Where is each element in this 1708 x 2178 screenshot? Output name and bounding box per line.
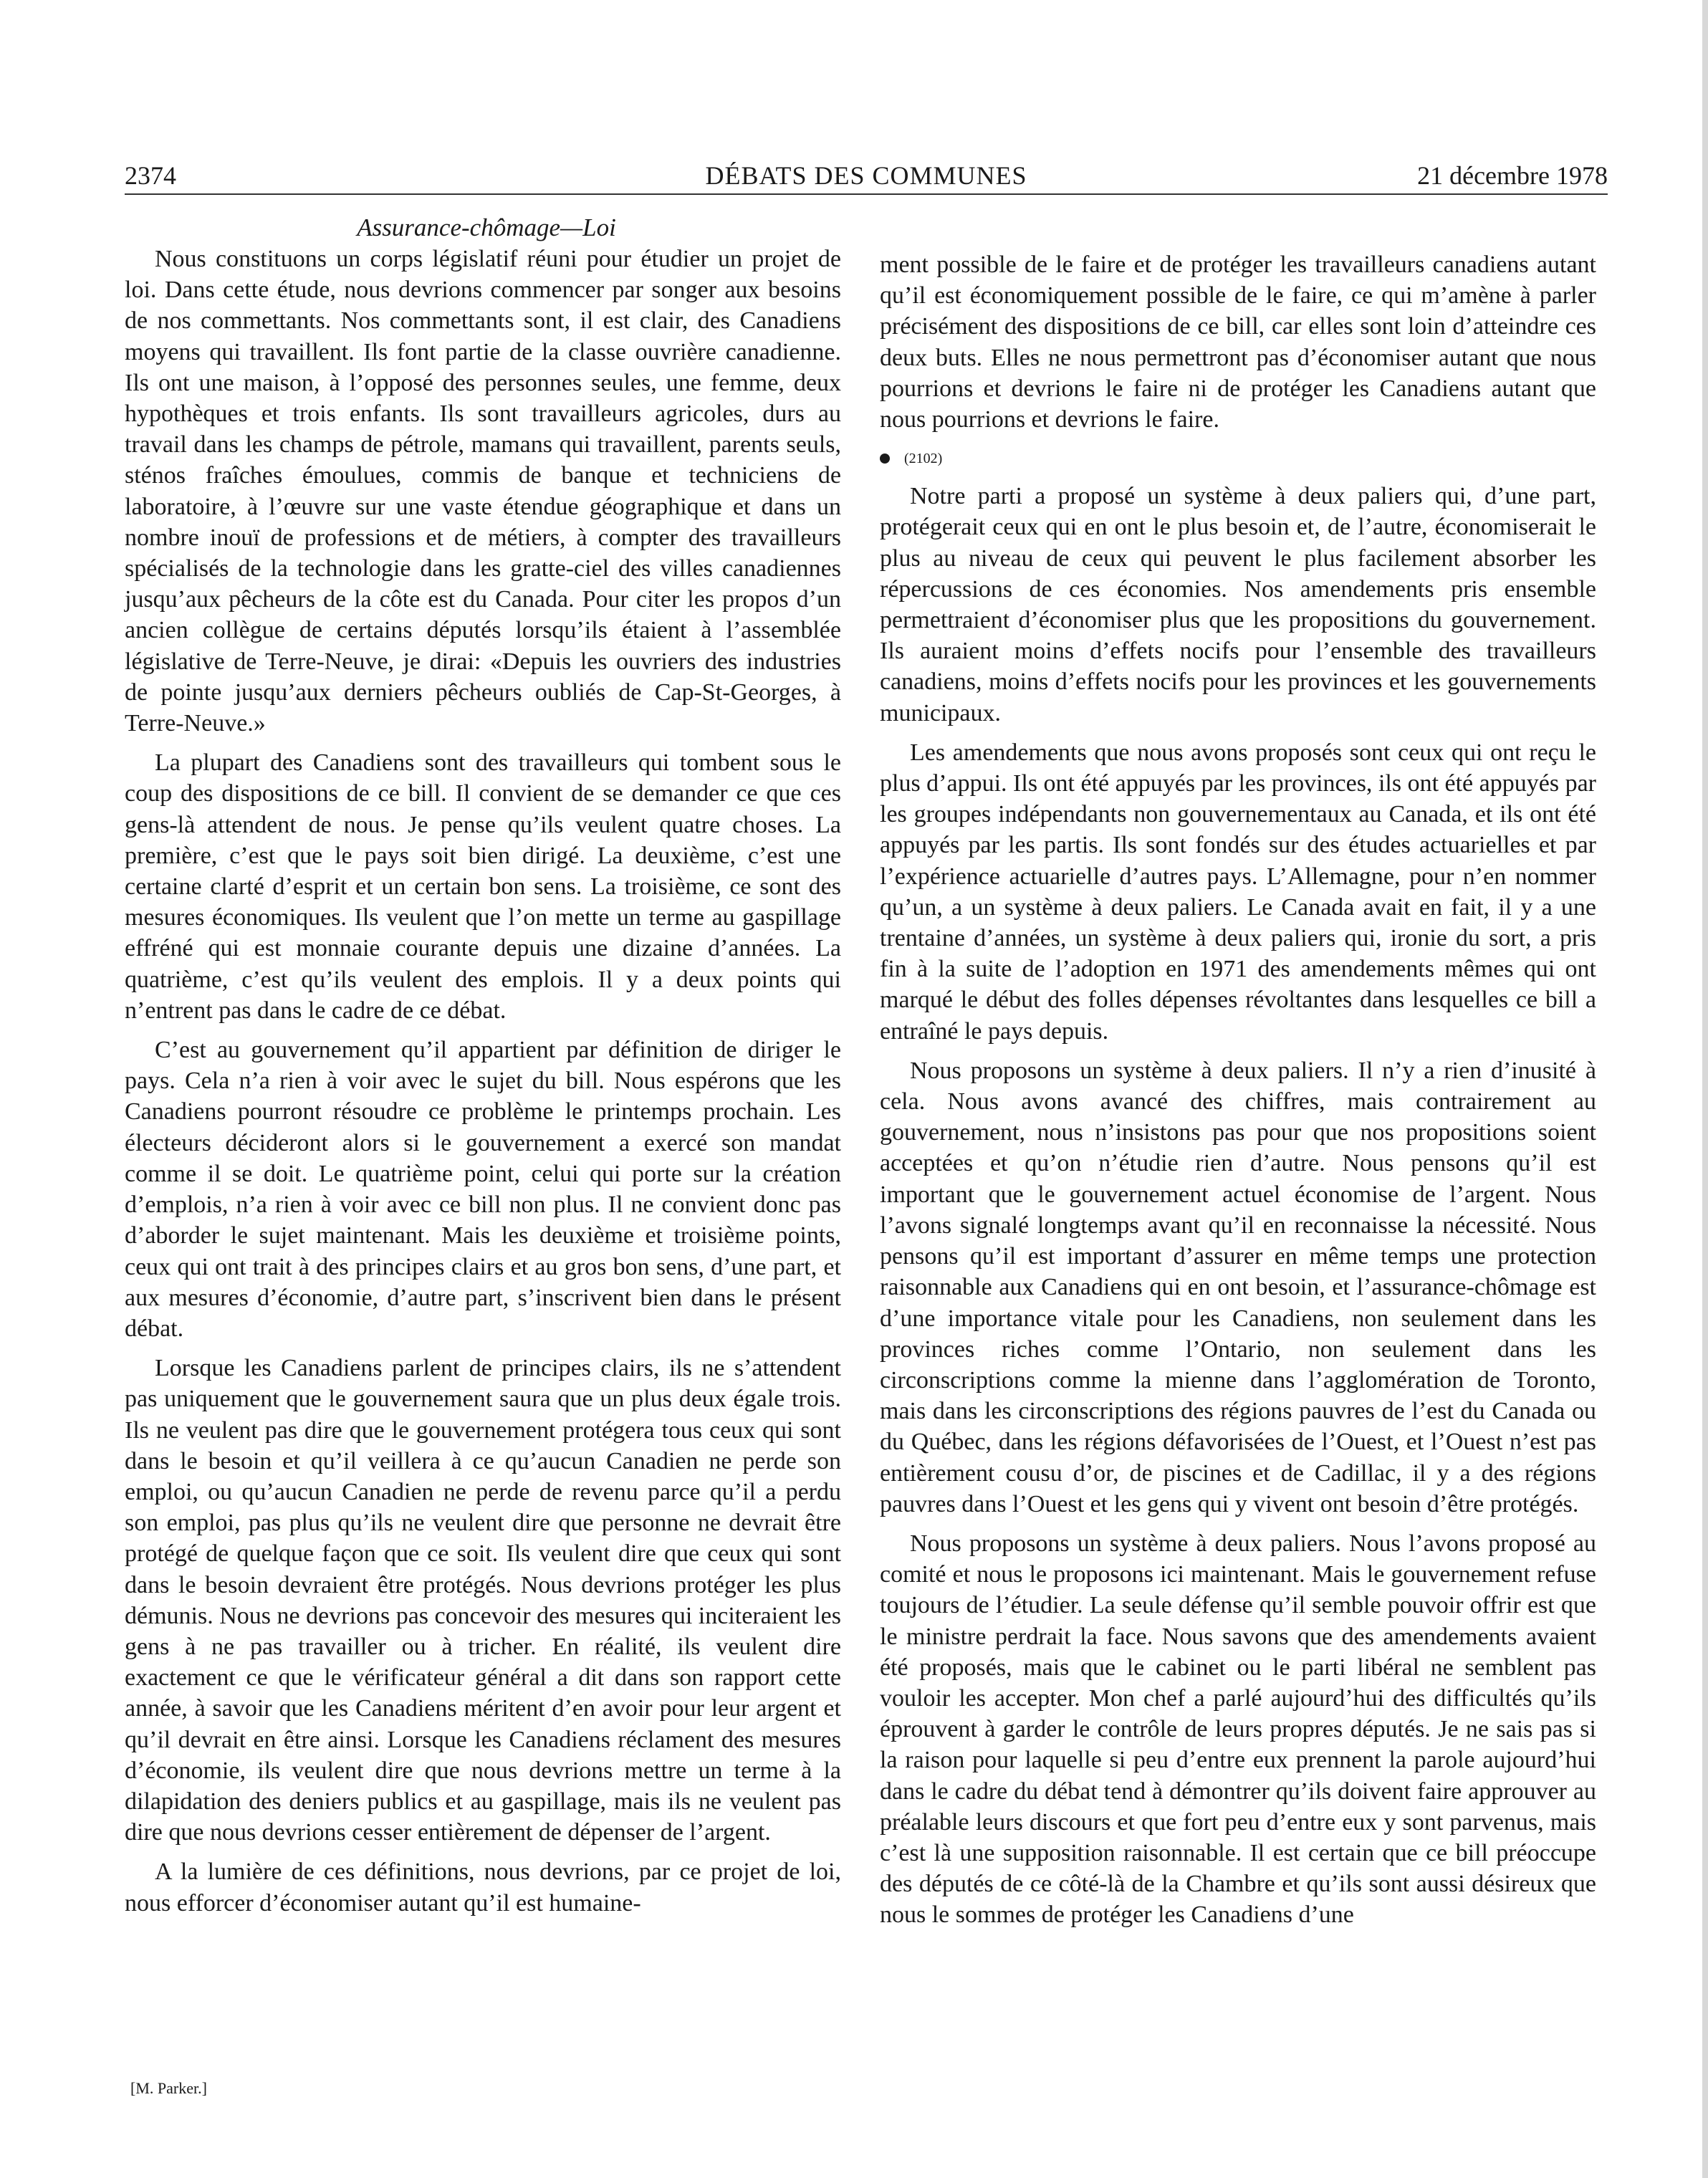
paragraph: La plupart des Canadiens sont des travailleurs qui tombent sous le coup des dispositions de ce bill. Il convient de se demander ce que ces gens-là attendent de nous. Je pense qu’ils veulent quatre choses. La première, c’est que le pays soit bien dirigé. La deuxième, c’est une certaine clarté d’esprit et un certain bon sens. La troisième, ce sont des mesures économiques. Ils veulent que l’on mette un terme au gaspillage effréné qui est monnaie courante depuis une dizaine d’années. La quatrième, c’est qu’ils veulent des emplois. Il y a deux points qui n’entrent pas dans le cadre de ce débat. <box>125 749 841 1024</box>
left-column <box>125 244 841 1927</box>
paragraph: Nous proposons un système à deux paliers. Nous l’avons proposé au comité et nous le proposons ici maintenant. Mais le gouvernement refuse toujours de l’étudier. La seule défense qu’il semble pouvoir offrir est que le ministre perdrait la face. Nous savons que des amendements avaient été proposés, mais que le cabinet ou le parti libéral ne semblent pas vouloir les accepter. Mon chef a parlé aujourd’hui des difficultés qu’ils éprouvent à garder le contrôle de leurs propres députés. Je ne sais pas si la raison pour laquelle si peu d’entre eux prennent la parole aujourd’hui dans le cadre du débat tend à démontrer qu’ils doivent faire approuver au préalable leurs discours et que fort peu d’entre eux y sont parvenus, mais c’est là une supposition raisonnable. Il est certain que ce bill préoccupe des députés de ce côté-là de la Chambre et qu’ils sont aussi désireux que nous le sommes de protéger les Canadiens d’une <box>880 1530 1596 1929</box>
speaker-tag: [M. Parker.] <box>130 2079 207 2097</box>
paragraph: C’est au gouvernement qu’il appartient par définition de diriger le pays. Cela n’a rien à voir avec le sujet du bill. Nous espérons que les Canadiens pourront résoudre ce problème le printemps prochain. Les électeurs décideront alors si le gouvernement a exercé son mandat comme il se doit. Le quatrième point, celui qui porte sur la création d’emplois, n’a rien à voir avec ce bill non plus. Il ne convient donc pas d’aborder le sujet maintenant. Mais les deuxième et troisième points, ceux qui ont trait à des principes clairs et au gros bon sens, d’une part, et aux mesures d’économie, d’autre part, s’inscrivent bien dans le présent débat. <box>125 1037 841 1342</box>
time-marker <box>880 443 1596 474</box>
page-header <box>125 158 1608 195</box>
paragraph: Nous constituons un corps législatif réuni pour étudier un projet de loi. Dans cette étude, nous devrions commencer par songer aux besoins de nos commettants. Nos commettants sont, il est clair, des Canadiens moyens qui travaillent. Ils font partie de la classe ouvrière canadienne. Ils ont une maison, à l’opposé des personnes seules, une femme, deux hypothèques et trois enfants. Ils sont travailleurs agricoles, durs au travail dans les champs de pétrole, mamans qui travaillent, parents seuls, sténos fraîches émoulues, commis de banque et techniciens de laboratoire, à l’œuvre sur une vaste étendue géographique et dans un nombre inouï de professions et de métiers, à compter des travailleurs spécialisés de la technologie dans les gratte-ciel des villes canadiennes jusqu’aux pêcheurs de la côte est du Canada. Pour citer les propos d’un ancien collègue de certains députés lorsqu’ils étaient à l’assemblée législative de Terre-Neuve, je dirai: «Depuis les ouvriers des industries de pointe jusqu’aux derniers pêcheurs oubliés de Cap-St-Georges, à Terre-Neuve.» <box>125 246 841 737</box>
paragraph: A la lumière de ces définitions, nous devrions, par ce projet de loi, nous efforcer d’économiser autant qu’il est humaine- <box>125 1858 841 1916</box>
page-number: 2374 <box>125 161 176 190</box>
page-edge <box>1702 0 1708 2178</box>
paragraph: Notre parti a proposé un système à deux paliers qui, d’une part, protégerait ceux qui en ont le plus besoin et, de l’autre, économiserait le plus au niveau de ceux qui peuvent le plus facilement absorber les répercussions de ces économies. Nos amendements pris ensemble permettraient d’économiser plus que les propositions du gouvernement. Ils auraient moins d’effets nocifs pour l’ensemble des travailleurs canadiens, moins d’effets nocifs pour les provinces et les gouvernements municipaux. <box>880 483 1596 726</box>
paragraph: Nous proposons un système à deux paliers. Il n’y a rien d’inusité à cela. Nous avons avancé des chiffres, mais contrairement au gouvernement, nous n’insistons pas pour que nos propositions soient acceptées et qu’on n’étudie rien d’autre. Nous pensons qu’il est important que le gouvernement actuel économise de l’argent. Nous l’avons signalé longtemps avant qu’il en reconnaisse la nécessité. Nous pensons qu’il est important d’assurer en même temps une protection raisonnable aux Canadiens qui en ont besoin, et l’assurance-chômage est d’une importance vitale pour les Canadiens, non seulement dans les provinces riches comme l’Ontario, non seulement dans les circonscriptions comme la mienne dans l’agglomération de Toronto, mais dans les circonscriptions des régions pauvres de l’est du Canada ou du Québec, dans les régions défavorisées de l’Ouest, et l’Ouest n’est pas entièrement cousu d’or, de piscines et de Cadillac, il y a des régions pauvres dans l’Ouest et les gens qui y vivent ont besoin d’être protégés. <box>880 1057 1596 1517</box>
publication-date: 21 décembre 1978 <box>1417 161 1608 190</box>
section-title: Assurance-chômage—Loi <box>357 214 616 241</box>
time-marker-label: (2102) <box>904 451 943 467</box>
paragraph-continuation: ment possible de le faire et de protéger les travailleurs canadiens autant qu’il est économiquement possible de le faire, ce qui m’amène à parler précisément des dispositions de ce bill, car elles sont loin d’atteindre ces deux buts. Elles ne nous permettront pas d’économiser autant que nous pourrions et devrions le faire ni de protéger les Canadiens autant que nous pourrions et devrions le faire. <box>880 251 1596 433</box>
paragraph: Les amendements que nous avons proposés sont ceux qui ont reçu le plus d’appui. Ils ont été appuyés par les provinces, ils ont été appuyés par les groupes indépendants non gouvernementaux au Canada, et ils ont été appuyés par les partis. Ils sont fondés sur des études actuarielles et par l’expérience actuarielle d’autres pays. L’Allemagne, pour n’en nommer qu’un, a un système à deux paliers. Le Canada avait en fait, il y a une trentaine d’années, un système à deux paliers qui, ironie du sort, a pris fin à la suite de l’adoption en 1971 des amendements mêmes qui ont marqué le début des folles dépenses révoltantes dans lesquelles ce bill a entraîné le pays depuis. <box>880 739 1596 1045</box>
journal-title: DÉBATS DES COMMUNES <box>705 161 1027 190</box>
right-column <box>880 249 1596 1939</box>
bullet-dot-icon <box>880 454 890 464</box>
paragraph: Lorsque les Canadiens parlent de principes clairs, ils ne s’attendent pas uniquement que le gouvernement saura que un plus deux égale trois. Ils ne veulent pas dire que le gouvernement protégera tous ceux qui sont dans le besoin et qu’il veillera à ce qu’aucun Canadien ne perde son emploi, ou qu’aucun Canadien ne perde de revenu parce qu’il a perdu son emploi, pas plus qu’ils ne veulent dire que personne ne devrait être protégé de quelque façon que ce soit. Ils veulent dire que ceux qui sont dans le besoin devraient être protégés. Nous devrions protéger les plus démunis. Nous ne devrions pas concevoir des mesures qui inciteraient les gens à ne pas travailler ou à tricher. En réalité, ils veulent dire exactement ce que le vérificateur général a dit dans son rapport cette année, à savoir que les Canadiens méritent d’en avoir pour leur argent et qu’il devrait en être ainsi. Lorsque les Canadiens réclament des mesures d’économie, ils veulent dire que nous devrions mettre un terme à la dilapidation des deniers publics et au gaspillage, mais ils ne veulent pas dire que nous devrions cesser entièrement de dépenser de l’argent. <box>125 1355 841 1846</box>
